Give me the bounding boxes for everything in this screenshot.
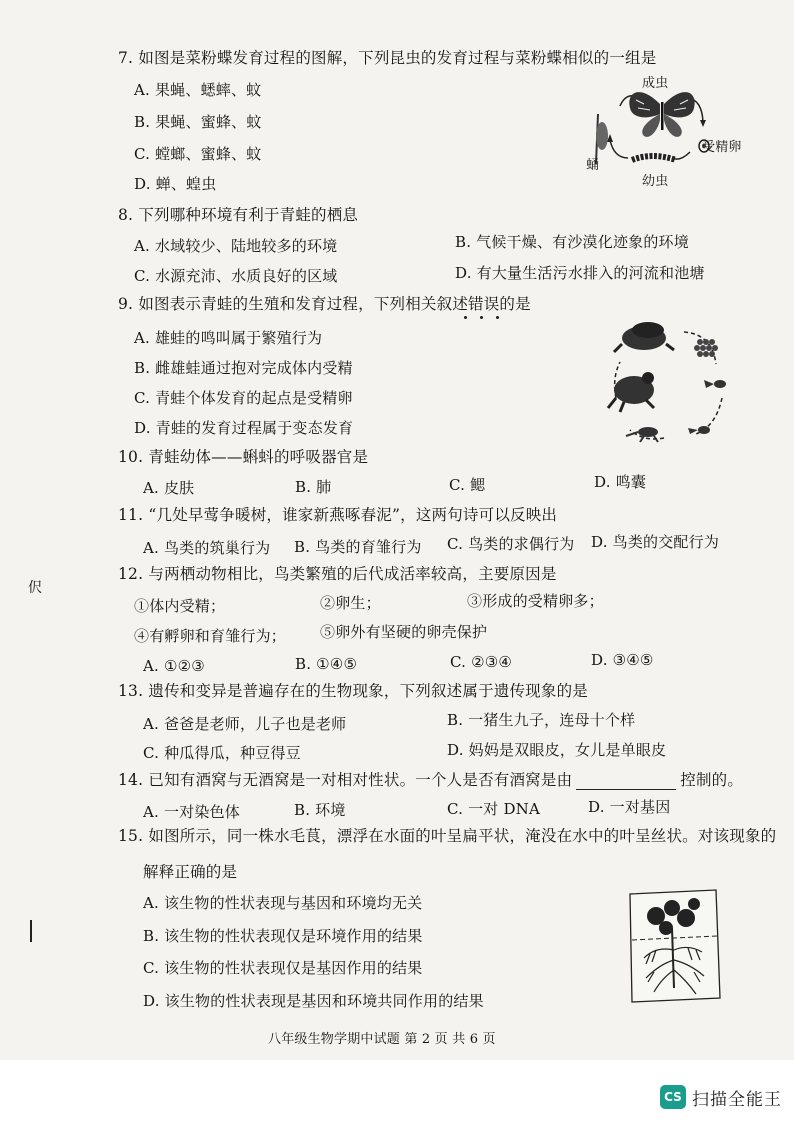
- q9-option-c: C. 青蛙个体发育的起点是受精卵: [134, 389, 353, 407]
- q11-option-d: D. 鸟类的交配行为: [591, 533, 720, 551]
- q15-option-c: C. 该生物的性状表现仅是基因作用的结果: [143, 959, 423, 977]
- q10-option-b: B. 肺: [295, 478, 332, 496]
- q9-option-d: D. 青蛙的发育过程属于变态发育: [134, 419, 354, 437]
- q13-option-c: C. 种瓜得瓜，种豆得豆: [143, 744, 301, 762]
- water-buttercup-figure: [626, 888, 722, 1004]
- label-pupa: 蛹: [586, 158, 600, 173]
- scanner-watermark: [660, 1083, 782, 1111]
- scanner-app-name: 扫描全能王: [692, 1089, 782, 1110]
- water-buttercup-diagram: [626, 888, 722, 1004]
- q9-stem: 9. 如图表示青蛙的生殖和发育过程，下列相关叙述错误的是: [118, 295, 531, 313]
- q12-stem: 12. 与两栖动物相比，鸟类繁殖的后代成活率较高，主要原因是: [118, 565, 557, 583]
- q11-option-c: C. 鸟类的求偶行为: [447, 535, 575, 553]
- q8-option-b: B. 气候干燥、有沙漠化迹象的环境: [455, 233, 689, 251]
- q15-option-a: A. 该生物的性状表现与基因和环境均无关: [143, 894, 423, 912]
- frog-life-cycle-figure: [604, 318, 734, 448]
- q14-option-a: A. 一对染色体: [143, 803, 240, 821]
- q10-option-c: C. 鳃: [449, 476, 486, 494]
- q13-stem: 13. 遗传和变异是普遍存在的生物现象，下列叙述属于遗传现象的是: [118, 682, 588, 700]
- q12-item-4: ④有孵卵和育雏行为；: [134, 627, 287, 645]
- q14-stem-after: 控制的。: [680, 771, 744, 789]
- q15-stem-line2: 解释正确的是: [143, 863, 238, 881]
- q12-item-3: ③形成的受精卵多；: [467, 592, 604, 610]
- q14-stem-before: 14. 已知有酒窝与无酒窝是一对相对性状。一个人是否有酒窝是由: [118, 771, 573, 789]
- label-adult: 成虫: [642, 76, 669, 91]
- q7-stem: 7. 如图是菜粉蝶发育过程的图解，下列昆虫的发育过程与菜粉蝶相似的一组是: [118, 49, 657, 67]
- q11-stem: 11. “几处早莺争暖树，谁家新燕啄春泥”，这两句诗可以反映出: [118, 506, 558, 524]
- q14-option-c: C. 一对 DNA: [447, 800, 541, 818]
- q12-option-b: B. ①④⑤: [295, 655, 358, 673]
- q12-item-5: ⑤卵外有坚硬的卵壳保护: [320, 623, 488, 641]
- q14-stem: [118, 770, 743, 790]
- q7-option-d: D. 蝉、蝗虫: [134, 175, 217, 193]
- q14-option-b: B. 环境: [294, 801, 346, 819]
- q11-option-a: A. 鸟类的筑巢行为: [143, 539, 271, 557]
- camscanner-logo-icon: CS: [660, 1085, 686, 1109]
- q9-option-a: A. 雄蛙的鸣叫属于繁殖行为: [134, 329, 323, 347]
- q10-option-d: D. 鸣囊: [594, 473, 647, 491]
- q8-option-a: A. 水域较少、陆地较多的环境: [134, 237, 338, 255]
- q12-item-1: ①体内受精；: [134, 597, 226, 615]
- page-footer: 八年级生物学期中试题 第 2 页 共 6 页: [268, 1032, 496, 1047]
- margin-mark: 伬: [28, 580, 42, 596]
- q14-option-d: D. 一对基因: [588, 798, 671, 816]
- butterfly-icon: [629, 92, 694, 137]
- q14-blank: [576, 773, 676, 790]
- frog-cycle-diagram: [604, 318, 734, 448]
- mating-frogs-icon: [614, 322, 674, 352]
- q12-option-d: D. ③④⑤: [591, 651, 654, 669]
- q12-option-a: A. ①②③: [143, 657, 205, 675]
- q13-option-b: B. 一猪生九子，连母十个样: [447, 711, 636, 729]
- q7-option-c: C. 螳螂、蜜蜂、蚊: [134, 145, 262, 163]
- butterfly-life-cycle-figure: [580, 74, 750, 196]
- q15-option-d: D. 该生物的性状表现是基因和环境共同作用的结果: [143, 992, 484, 1010]
- q7-option-a: A. 果蝇、蟋蟀、蚊: [134, 81, 262, 99]
- q9-option-b: B. 雌雄蛙通过抱对完成体内受精: [134, 359, 353, 377]
- froglet-icon: [626, 427, 658, 442]
- larva-icon: [632, 156, 676, 160]
- q8-option-c: C. 水源充沛、水质良好的区域: [134, 267, 338, 285]
- q15-option-b: B. 该生物的性状表现仅是环境作用的结果: [143, 927, 423, 945]
- label-egg: 受精卵: [702, 140, 742, 155]
- q10-option-a: A. 皮肤: [143, 479, 195, 497]
- q8-option-d: D. 有大量生活污水排入的河流和池塘: [455, 264, 705, 282]
- q8-stem: 8. 下列哪种环境有利于青蛙的栖息: [118, 206, 359, 224]
- adult-frog-icon: [608, 372, 654, 412]
- q13-option-a: A. 爸爸是老师，儿子也是老师: [143, 715, 347, 733]
- frog-eggs-icon: [694, 339, 718, 357]
- q7-option-b: B. 果蝇、蜜蜂、蚊: [134, 113, 262, 131]
- q10-stem: 10. 青蛙幼体——蝌蚪的呼吸器官是: [118, 448, 369, 466]
- q13-option-d: D. 妈妈是双眼皮，女儿是单眼皮: [447, 741, 667, 759]
- q11-option-b: B. 鸟类的育雏行为: [294, 538, 422, 556]
- margin-line: [30, 920, 32, 942]
- q15-stem-line1: 15. 如图所示，同一株水毛茛，漂浮在水面的叶呈扁平状，淹没在水中的叶呈丝状。对该现象的: [118, 827, 777, 845]
- q12-option-c: C. ②③④: [450, 653, 513, 671]
- q12-item-2: ②卵生；: [320, 594, 381, 612]
- label-larva: 幼虫: [642, 174, 669, 189]
